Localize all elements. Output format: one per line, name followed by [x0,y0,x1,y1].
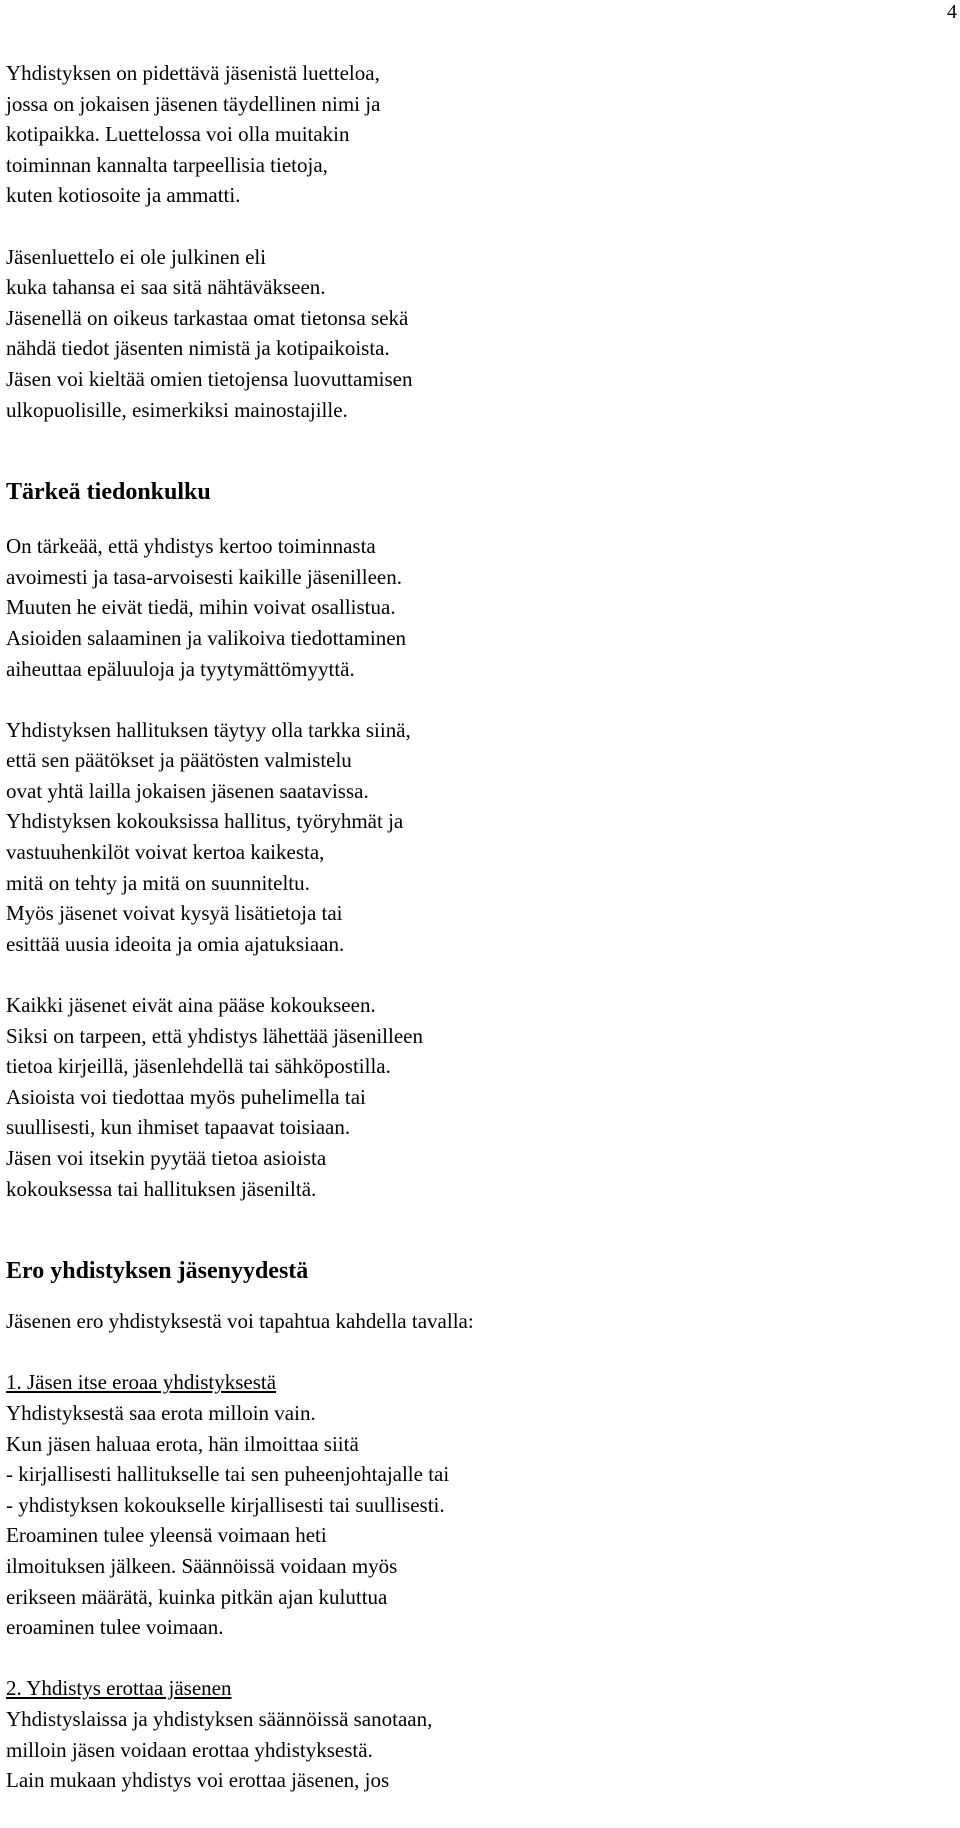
text-line: Yhdistyksestä saa erota milloin vain. [6,1400,316,1425]
text-line: nähdä tiedot jäsenten nimistä ja kotipaikoista. [6,336,390,361]
text-line: Jäsen voi itsekin pyytää tietoa asioista [6,1146,327,1170]
paragraph-register-privacy [6,242,946,426]
text-line: Yhdistyksen kokouksissa hallitus, työryhmät ja [6,809,404,834]
paragraph-open-communication [6,531,946,684]
text-line: Asioista voi tiedottaa myös puhelimella tai [6,1084,366,1109]
text-line: mitä on tehty ja mitä on suunniteltu. [6,870,310,895]
text-line: Siksi on tarpeen, että yhdistys lähettää jäsenilleen [6,1023,423,1048]
text-line: Jäsen voi kieltää omien tietojensa luovuttamisen [6,366,413,391]
text-line: ilmoituksen jälkeen. Säännöissä voidaan myös [6,1553,398,1578]
text-line: Eroaminen tulee yleensä voimaan heti [6,1523,327,1548]
text-line: esittää uusia ideoita ja omia ajatuksiaan. [6,931,345,956]
section-heading-resignation: Ero yhdistyksen jäsenyydestä [6,1258,309,1285]
text-line: Yhdistyslaissa ja yhdistyksen säännöissä sanotaan, [6,1706,433,1731]
text-line: milloin jäsen voidaan erottaa yhdistyksestä. [6,1737,373,1762]
document-body [6,58,946,1796]
text-line: ovat yhtä lailla jokaisen jäsenen saatavissa. [6,778,369,803]
list-item-expulsion [6,1673,946,1795]
text-line: Jäsenen ero yhdistyksestä voi tapahtua kahdella tavalla: [6,1309,474,1334]
paragraph-intro [6,1306,946,1337]
paragraph-member-register [6,58,946,211]
page-number: 4 [947,1,957,23]
text-line: kuten kotiosoite ja ammatti. [6,183,241,208]
text-line: Kaikki jäsenet eivät aina pääse kokoukseen. [6,993,376,1018]
paragraph-info-channels [6,990,946,1204]
text-line: Jäsenellä on oikeus tarkastaa omat tietonsa sekä [6,305,409,330]
text-line: kotipaikka. Luettelossa voi olla muitakin [6,122,350,147]
text-line: Yhdistyksen on pidettävä jäsenistä luetteloa, [6,61,380,85]
text-line: vastuuhenkilöt voivat kertoa kaikesta, [6,840,325,865]
text-line: ulkopuolisille, esimerkiksi mainostajille. [6,397,348,422]
text-line: aiheuttaa epäluuloja ja tyytymättömyyttä. [6,656,355,681]
text-line: avoimesti ja tasa-arvoisesti kaikille jäsenilleen. [6,564,402,589]
text-line: Jäsenluettelo ei ole julkinen eli [6,244,267,269]
text-line: On tärkeää, että yhdistys kertoo toiminnasta [6,534,376,559]
text-line: - yhdistyksen kokoukselle kirjallisesti tai suullisesti. [6,1492,445,1517]
list-item-self-resignation [6,1367,946,1642]
text-line: erikseen määrätä, kuinka pitkän ajan kuluttua [6,1584,388,1609]
paragraph-board-transparency [6,715,946,960]
text-line: Kun jäsen haluaa erota, hän ilmoittaa siitä [6,1431,359,1456]
text-line: Lain mukaan yhdistys voi erottaa jäsenen, jos [6,1768,390,1793]
text-line: toiminnan kannalta tarpeellisia tietoja, [6,152,328,177]
text-line: jossa on jokaisen jäsenen täydellinen nimi ja [6,91,381,116]
text-line: suullisesti, kun ihmiset tapaavat toisiaan. [6,1115,351,1140]
text-line: Muuten he eivät tiedä, mihin voivat osallistua. [6,595,396,620]
list-item-title: 2. Yhdistys erottaa jäsenen [6,1676,232,1701]
text-line: kuka tahansa ei saa sitä nähtäväkseen. [6,275,326,300]
text-line: että sen päätökset ja päätösten valmistelu [6,748,352,773]
list-item-title: 1. Jäsen itse eroaa yhdistyksestä [6,1370,277,1395]
text-line: Asioiden salaaminen ja valikoiva tiedottaminen [6,625,407,650]
text-line: - kirjallisesti hallitukselle tai sen puheenjohtajalle tai [6,1462,450,1487]
text-line: kokouksessa tai hallituksen jäseniltä. [6,1176,317,1201]
text-line: eroaminen tulee voimaan. [6,1615,224,1640]
text-line: Yhdistyksen hallituksen täytyy olla tarkka siinä, [6,717,411,742]
section-heading-communication: Tärkeä tiedonkulku [6,479,211,506]
text-line: Myös jäsenet voivat kysyä lisätietoja tai [6,901,343,926]
text-line: tietoa kirjeillä, jäsenlehdellä tai sähköpostilla. [6,1054,391,1079]
